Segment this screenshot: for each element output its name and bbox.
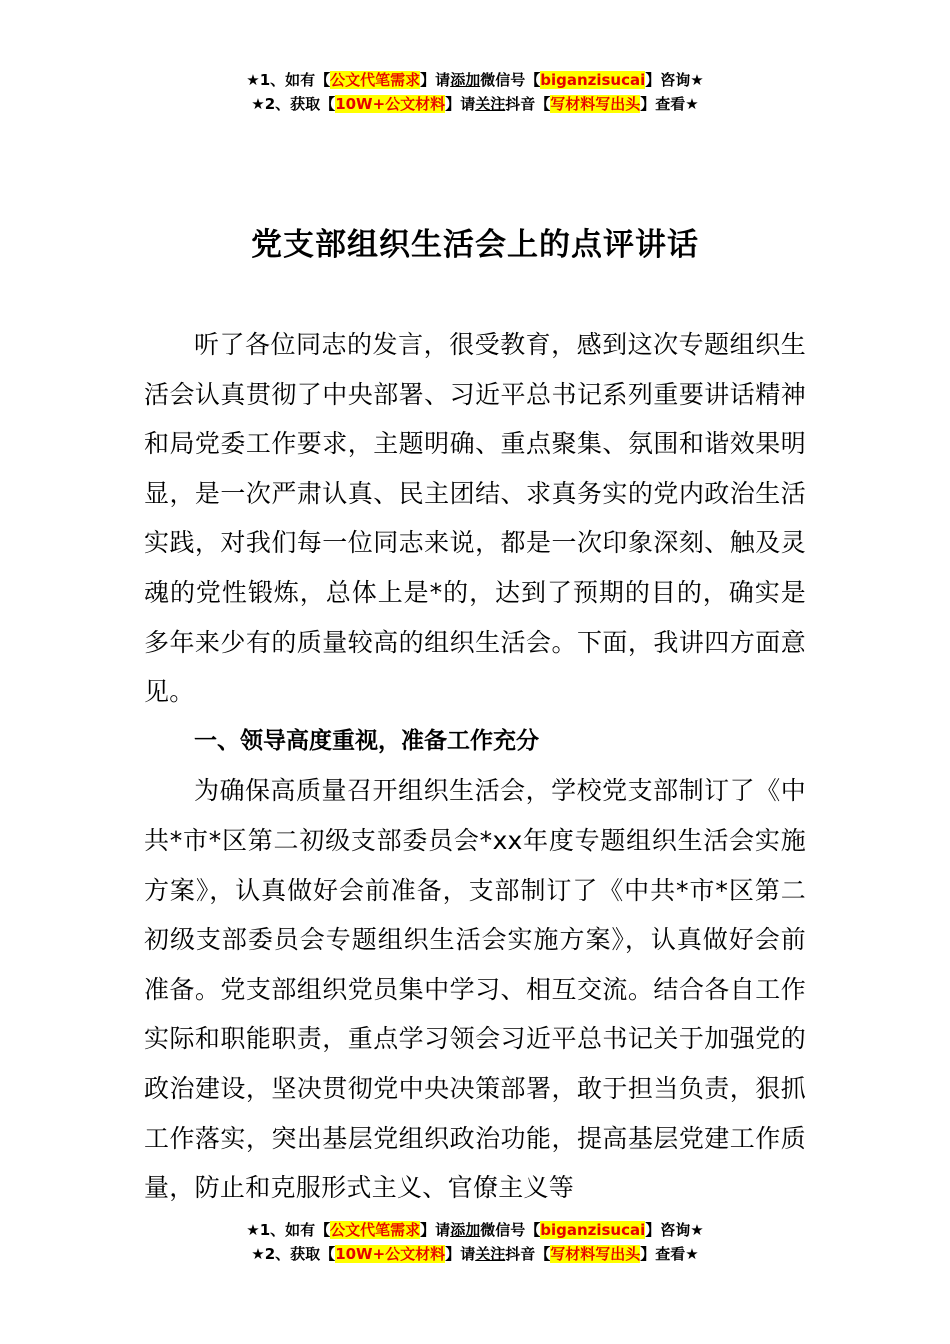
banner-highlight: biganzisucai (540, 71, 646, 89)
banner-text: 】请 (420, 1221, 451, 1239)
banner-text: 】咨询★ (645, 1221, 704, 1239)
header-banner (0, 68, 950, 116)
banner-highlight: biganzisucai (540, 1221, 646, 1239)
banner-text: ★1、如有【 (246, 71, 331, 89)
banner-text: 】查看★ (640, 1245, 699, 1263)
banner-highlight: 写材料写出头 (550, 1245, 641, 1263)
banner-text: 抖音【 (505, 95, 551, 113)
intro-paragraph: 听了各位同志的发言，很受教育，感到这次专题组织生活会认真贯彻了中央部署、习近平总书记系列重要讲话精神和局党委工作要求，主题明确、重点聚集、氛围和谐效果明显，是一次严肃认真、民主团结、求真务实的党内政治生活实践，对我们每一位同志来说，都是一次印象深刻、触及灵魂的党性锻炼，总体上是*的，达到了预期的目的，确实是多年来少有的质量较高的组织生活会。下面，我讲四方面意见。 (144, 330, 806, 707)
banner-highlight: 写材料写出头 (550, 95, 641, 113)
banner-highlight: 10W+公文材料 (335, 95, 446, 113)
banner-text: 抖音【 (505, 1245, 551, 1263)
banner-text: ★2、获取【 (251, 95, 336, 113)
banner-underline: 添加 (450, 71, 481, 89)
banner-line-2 (0, 92, 950, 116)
banner-text: 微信号【 (480, 71, 541, 89)
banner-text: 】请 (445, 95, 476, 113)
banner-text: 微信号【 (480, 1221, 541, 1239)
banner-underline: 关注 (475, 1245, 506, 1263)
banner-highlight: 公文代笔需求 (330, 71, 421, 89)
banner-underline: 关注 (475, 95, 506, 113)
section-heading: 一、领导高度重视，准备工作充分 (194, 727, 539, 754)
banner-underline: 添加 (450, 1221, 481, 1239)
banner-text: 】请 (445, 1245, 476, 1263)
banner-line-1 (0, 68, 950, 92)
section-paragraph: 为确保高质量召开组织生活会，学校党支部制订了《中共*市*区第二初级支部委员会*xx年度专题组织生活会实施方案》，认真做好会前准备，支部制订了《中共*市*区第二初级支部委员会专题组织生活会实施方案》，认真做好会前准备。党支部组织党员集中学习、相互交流。结合各自工作实际和职能职责，重点学习领会习近平总书记关于加强党的政治建设，坚决贯彻党中央决策部署，敢于担当负责，狠抓工作落实，突出基层党组织政治功能，提高基层党建工作质量，防止和克服形式主义、官僚主义等 (144, 776, 806, 1203)
banner-highlight: 公文代笔需求 (330, 1221, 421, 1239)
document-body (144, 320, 806, 1213)
banner-text: 】查看★ (640, 95, 699, 113)
footer-banner (0, 1218, 950, 1266)
banner-text: 】咨询★ (645, 71, 704, 89)
banner-text: ★1、如有【 (246, 1221, 331, 1239)
banner-line-2 (0, 1242, 950, 1266)
banner-text: ★2、获取【 (251, 1245, 336, 1263)
banner-text: 】请 (420, 71, 451, 89)
document-title: 党支部组织生活会上的点评讲话 (251, 227, 699, 263)
banner-highlight: 10W+公文材料 (335, 1245, 446, 1263)
banner-line-1 (0, 1218, 950, 1242)
